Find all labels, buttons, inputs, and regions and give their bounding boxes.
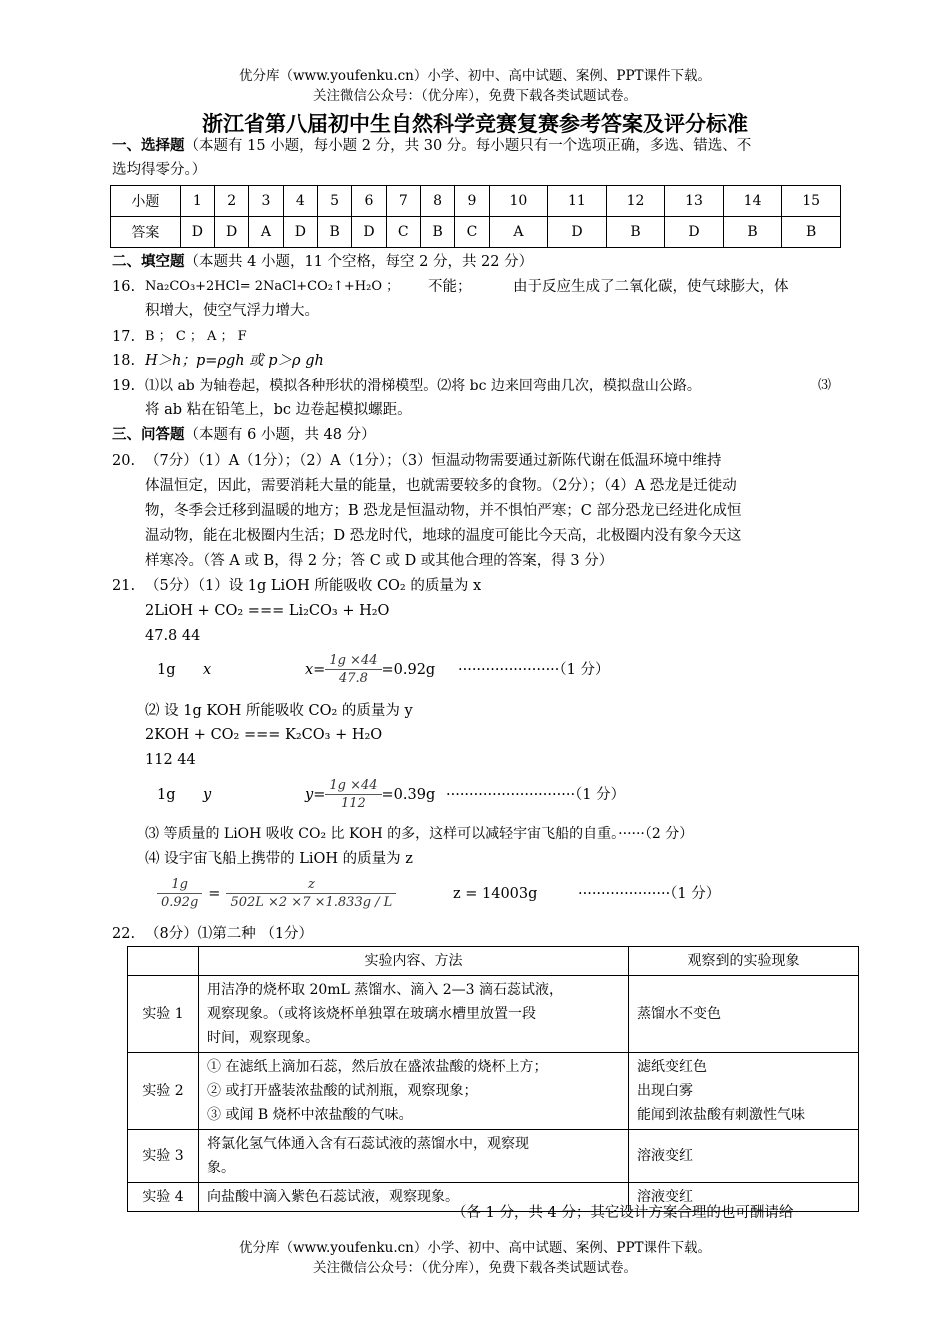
section3-desc: （本题有 6 小题，共 48 分） [184,427,376,443]
section2-desc: （本题共 4 小题，11 个空格，每空 2 分，共 22 分） [184,254,534,270]
experiment-1-phenomenon: 蒸馏水不变色 [629,976,859,1053]
answer-cell: D [665,217,724,248]
header-blank [128,947,199,976]
experiment-1-content-line: 时间，观察现象。 [207,1030,319,1046]
q21-masses2: 112 44 [145,752,196,768]
q21-y-lhs: y= [305,787,326,803]
answer-table [110,185,841,248]
q20-line1: （7分）（1）A（1分）；（2）A（1分）；（3）恒温动物需要通过新陈代谢在低温环境中维持 [145,453,722,469]
q21-number: 21. [112,578,136,594]
q21-line4: ⑷ 设宇宙飞船上携带的 LiOH 的质量为 z [145,851,413,867]
q18-number: 18. [112,353,136,369]
experiment-2-phenomenon-line: 滤纸变红色 [637,1059,707,1075]
q-number: 3 [249,186,283,217]
experiment-1-content-line: 用洁净的烧杯取 20mL 蒸馏水、滴入 2—3 滴石蕊试液， [207,982,564,998]
q21-z-calc [157,874,396,914]
q-number: 12 [606,186,665,217]
experiment-1-label: 实验 1 [128,976,199,1053]
q21-y-fraction [325,778,381,813]
answer-cell: C [386,217,420,248]
q21-z-fraction-left [157,877,202,912]
q-number: 5 [317,186,351,217]
q17-answer: B ； C ； A ； F [145,329,247,344]
answer-cell: D [283,217,317,248]
experiment-row-3 [128,1130,859,1183]
q-number: 14 [723,186,782,217]
q21-x-numerator: 1g ×44 [325,653,381,670]
experiment-2-content-line: ② 或打开盛装浓盐酸的试剂瓶，观察现象； [207,1083,478,1099]
experiment-2-label: 实验 2 [128,1053,199,1130]
q21-z-equals: = [208,886,221,902]
experiment-3-phenomenon: 溶液变红 [629,1130,859,1183]
q16-reason: 由于反应生成了二氧化碳，使气球膨大，体 [513,279,789,295]
q-number: 11 [548,186,607,217]
answer-cell: B [723,217,782,248]
q16-equation: Na₂CO₃+2HCl= 2NaCl+CO₂↑+H₂O ； [145,279,400,294]
q17-number: 17. [112,329,136,345]
experiment-2-phenomenon-line: 能闻到浓盐酸有刺激性气味 [637,1107,805,1123]
section1-desc-b: 选均得零分。） [112,162,207,178]
section1-heading: 一、选择题 [112,137,185,154]
q21-z-score: ····················（1 分） [578,886,721,902]
q18-answer: H＞h；p=ρgh 或 p＞ρ gh [145,353,324,369]
header-line-1: 优分库（www.youfenku.cn）小学、初中、高中试题、案例、PPT课件下载。 [238,68,712,84]
q19-item3-marker: ⑶ [818,378,832,393]
section1-desc-a: （本题有 15 小题，每小题 2 分，共 30 分。每小题只有一个选项正确，多选、错选、不 [184,138,752,154]
section3-heading: 三、问答题 [112,426,185,443]
q21-z-denominator-left: 0.92g [161,894,199,910]
q21-row1-var: x [203,662,212,678]
answer-cell: D [548,217,607,248]
page-title: 浙江省第八届初中生自然科学竞赛复赛参考答案及评分标准 [202,111,748,136]
answer-cell: D [214,217,248,248]
q20-line3: 物，冬季会迁移到温暖的地方；B 恐龙是恒温动物，并不惧怕严寒；C 部分恐龙已经进化成恒 [145,503,742,519]
experiment-4-label: 实验 4 [128,1183,199,1212]
experiment-1-content-line: 观察现象。（或将该烧杯单独罩在玻璃水槽里放置一段 [207,1006,536,1022]
section2-heading: 二、填空题 [112,253,185,270]
q21-equation2: 2KOH + CO₂ === K₂CO₃ + H₂O [145,727,383,743]
q21-y-numerator: 1g ×44 [325,778,381,795]
q-number: 10 [489,186,548,217]
experiment-3-content-line: 象。 [207,1160,235,1176]
experiment-2-content-line: ① 在滤纸上滴加石蕊，然后放在盛浓盐酸的烧杯上方； [207,1059,548,1075]
header-phenomenon: 观察到的实验现象 [629,947,859,976]
q21-z-numerator-left: 1g [157,877,202,894]
footer-line-1: 优分库（www.youfenku.cn）小学、初中、高中试题、案例、PPT课件下载。 [238,1240,712,1256]
q20-line4: 温动物，能在北极圈内生活；D 恐龙时代，地球的温度可能比今天高，北极圈内没有象今天这 [145,528,742,544]
answer-cell: B [317,217,351,248]
q21-equation1: 2LiOH + CO₂ === Li₂CO₃ + H₂O [145,603,390,619]
section2-intro [112,250,533,274]
experiment-3-label: 实验 3 [128,1130,199,1183]
section3-intro [112,423,376,447]
footer-line-2: 关注微信公众号：（优分库），免费下载各类试题试卷。 [313,1260,637,1276]
experiment-2-phenomenon [629,1053,859,1130]
q-number: 4 [283,186,317,217]
q19-answer-line2: 将 ab 粘在铅笔上，bc 边卷起模拟螺距。 [145,402,412,418]
q-number: 1 [180,186,214,217]
section1-intro [112,134,751,158]
q21-row2-mass: 1g [157,787,176,803]
q21-y-calc [305,775,435,815]
q21-row1-mass: 1g [157,662,176,678]
experiment-row-1 [128,976,859,1053]
q-number: 15 [782,186,841,217]
q21-row2-var: y [203,787,212,803]
experiment-2-content-line: ③ 或闻 B 烧杯中浓盐酸的气味。 [207,1107,413,1123]
q-number: 6 [352,186,386,217]
q21-x-denominator: 47.8 [338,670,368,686]
experiment-3-content-line: 将氯化氢气体通入含有石蕊试液的蒸馏水中，观察现 [207,1136,529,1152]
row-label-answer: 答案 [111,217,181,248]
answer-cell: B [606,217,665,248]
q21-line1: （5分）（1）设 1g LiOH 所能吸收 CO₂ 的质量为 x [145,578,482,594]
experiment-2-phenomenon-line: 出现白雾 [637,1083,693,1099]
experiment-4-content: 向盐酸中滴入紫色石蕊试液，观察现象。 [199,1183,629,1212]
experiment-1-content [199,976,629,1053]
answer-cell: A [489,217,548,248]
q22-note: （各 1 分，共 4 分；其它设计方案合理的也可酬请给 [452,1205,794,1221]
q22-number: 22. [112,926,136,942]
q-number: 13 [665,186,724,217]
q16-number: 16. [112,279,136,295]
answer-cell: C [455,217,489,248]
answer-cell: B [420,217,454,248]
q22-line1: （8分）⑴第二种 （1分） [145,926,314,942]
row-label-question: 小题 [111,186,181,217]
experiment-table-header [128,947,859,976]
q21-z-result: z = 14003g [453,886,538,902]
q21-x-result: =0.92g [381,662,436,678]
q20-number: 20. [112,453,136,469]
q21-z-denominator-right: 502L ×2 ×7 ×1.833g / L [230,894,393,910]
q21-z-numerator-right: z [226,877,396,894]
q-number: 9 [455,186,489,217]
q21-line2: ⑵ 设 1g KOH 所能吸收 CO₂ 的质量为 y [145,703,413,719]
experiment-row-2 [128,1053,859,1130]
q21-line3: ⑶ 等质量的 LiOH 吸收 CO₂ 比 KOH 的多，这样可以减轻宇宙飞船的自重。······（2 分） [145,826,694,842]
answer-cell: A [249,217,283,248]
experiment-3-content [199,1130,629,1183]
answer-table-row-numbers [111,186,841,217]
q16-reason-cont: 积增大，使空气浮力增大。 [145,303,319,319]
answer-table-row-answers [111,217,841,248]
q19-answer-line1: ⑴以 ab 为轴卷起，模拟各种形状的滑梯模型。⑵将 bc 边来回弯曲几次，模拟盘山公路。 [145,378,701,394]
answer-cell: D [352,217,386,248]
q21-y-score: ····························（1 分） [446,787,626,803]
q21-y-result: =0.39g [381,787,436,803]
q20-line5: 样寒冷。（答 A 或 B，得 2 分；答 C 或 D 或其他合理的答案，得 3 分） [145,553,614,569]
q-number: 2 [214,186,248,217]
q21-z-fraction-right [226,877,396,912]
q16-answer: 不能； [428,279,472,295]
q20-line2: 体温恒定，因此，需要消耗大量的能量，也就需要较多的食物。（2分）；（4）A 恐龙是迁徙动 [145,478,737,494]
q21-masses1: 47.8 44 [145,628,201,644]
header-line-2: 关注微信公众号：（优分库），免费下载各类试题试卷。 [313,88,637,104]
q21-y-denominator: 112 [341,795,366,811]
answer-cell: D [180,217,214,248]
experiment-table [127,946,859,1212]
experiment-2-content [199,1053,629,1130]
answer-cell: B [782,217,841,248]
q-number: 7 [386,186,420,217]
experiment-4-phenomenon: 溶液变红 [629,1183,859,1212]
q19-number: 19. [112,378,136,394]
q-number: 8 [420,186,454,217]
q21-x-fraction [325,653,381,688]
header-content: 实验内容、方法 [199,947,629,976]
q21-x-score: ······················（1 分） [458,662,610,678]
q21-x-lhs: x= [305,662,326,678]
q21-x-calc [305,650,435,690]
